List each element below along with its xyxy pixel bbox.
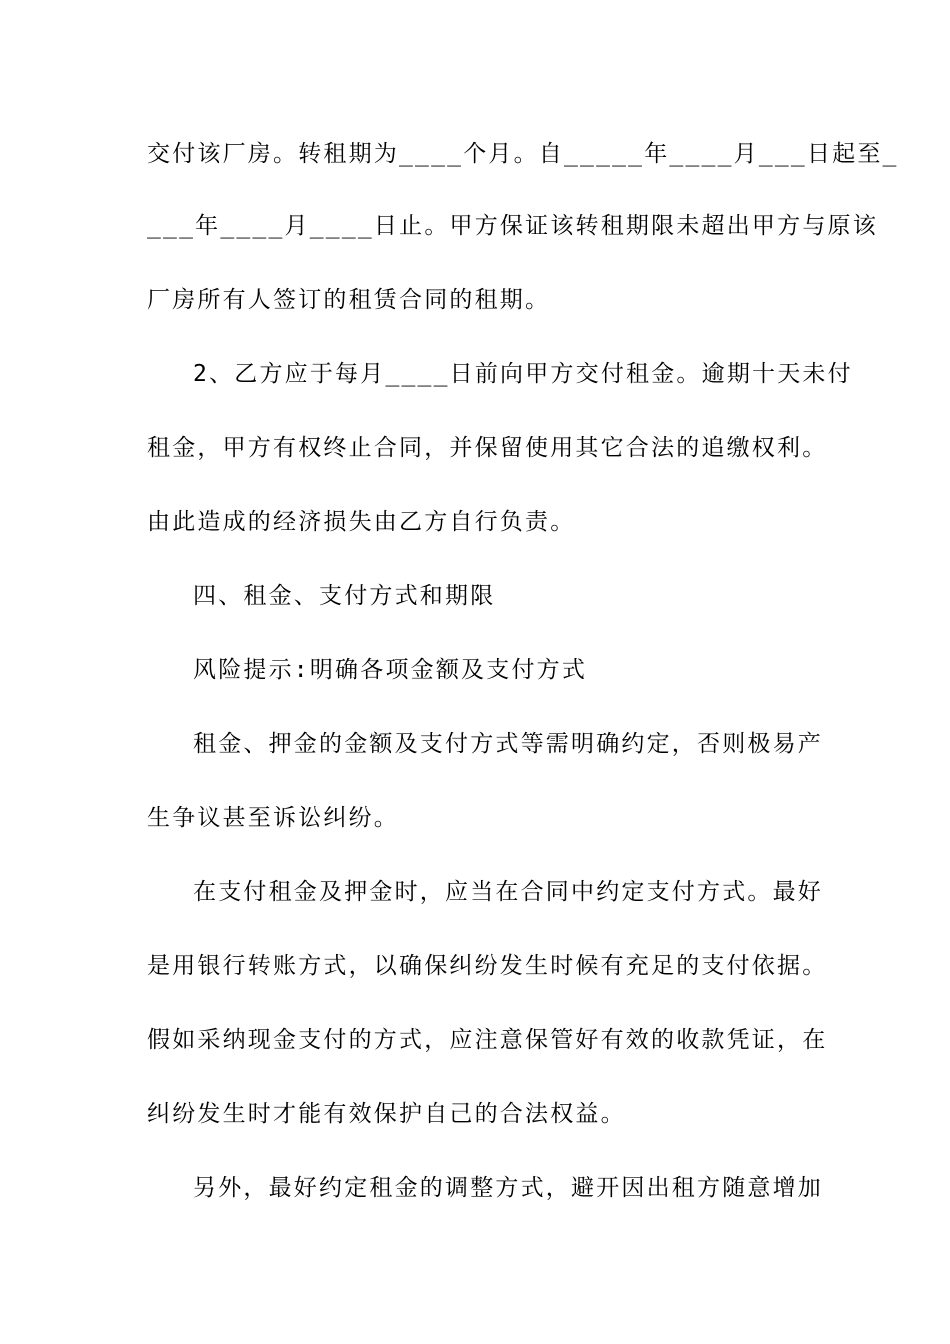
paragraph-start-line: 另外，最好约定租金的调整方式，避开因出租方随意增加 (193, 1175, 823, 1201)
section-heading: 四、租金、支付方式和期限 (193, 583, 496, 609)
paragraph-start-line: 在支付租金及押金时，应当在合同中约定支付方式。最好 (193, 879, 823, 905)
text-line: ___年____月____日止。甲方保证该转租期限未超出甲方与原该 (147, 213, 878, 239)
text-line: 纠纷发生时才能有效保护自己的合法权益。 (147, 1101, 626, 1127)
text-line: 厂房所有人签订的租赁合同的租期。 (147, 287, 551, 313)
risk-tip-heading: 风险提示:明确各项金额及支付方式 (193, 657, 588, 683)
paragraph-start-line: 2、乙方应于每月____日前向甲方交付租金。逾期十天未付 (193, 361, 853, 387)
text-line: 交付该厂房。转租期为____个月。自_____年____月___日起至_ (147, 141, 899, 167)
text-line: 由此造成的经济损失由乙方自行负责。 (147, 509, 576, 535)
text-line: 假如采纳现金支付的方式，应注意保管好有效的收款凭证，在 (147, 1027, 828, 1053)
text-line: 租金，甲方有权终止合同，并保留使用其它合法的追缴权利。 (147, 435, 828, 461)
text-line: 生争议甚至诉讼纠纷。 (147, 805, 399, 831)
paragraph-start-line: 租金、押金的金额及支付方式等需明确约定，否则极易产 (193, 731, 823, 757)
text-line: 是用银行转账方式，以确保纠纷发生时候有充足的支付依据。 (147, 953, 828, 979)
